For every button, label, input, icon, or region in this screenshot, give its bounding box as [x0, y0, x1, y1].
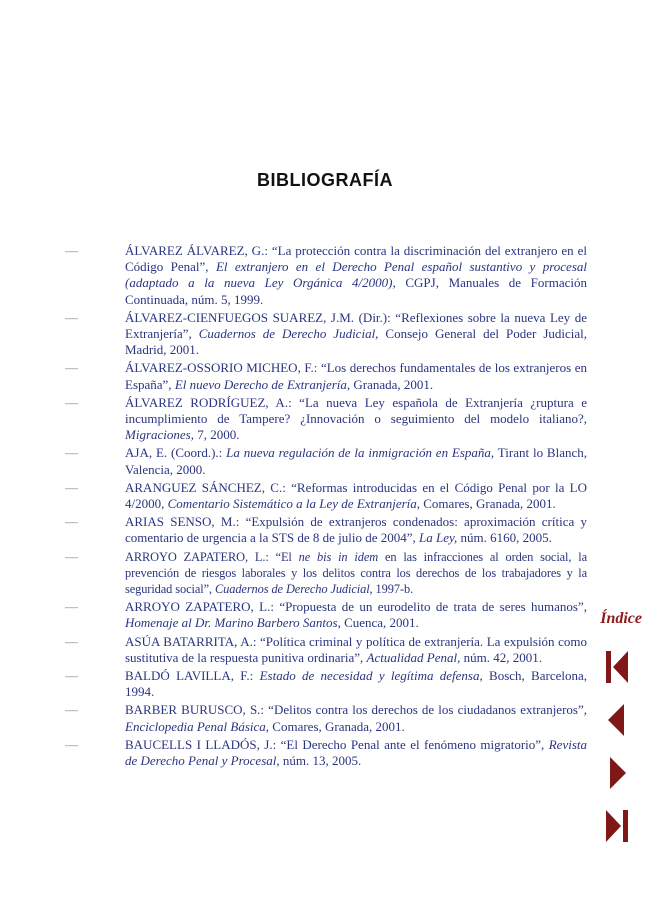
- entry-text: ÁLVAREZ-OSSORIO MICHEO, F.: “Los derechos fundamentales de los extranjeros en España”, El nuevo Derecho de Extranjería, Granada, 2001.: [125, 360, 587, 392]
- entry-text: ARANGUEZ SÁNCHEZ, C.: “Reformas introducidas en el Código Penal por la LO 4/2000, Comentario Sistemático a la Ley de Extranjería, Comares, Granada, 2001.: [125, 479, 587, 512]
- entry-dash: —: [65, 479, 78, 495]
- entry-text: ÁLVAREZ RODRÍGUEZ, A.: “La nueva Ley española de Extranjería ¿ruptura e incumplimiento de Tampere? ¿Innovación o seguimiento del modelo italiano?, Migraciones, 7, 2000.: [125, 394, 587, 443]
- entry-text: AJA, E. (Coord.).: La nueva regulación de la inmigración en España, Tirant lo Blanch, Valencia, 2000.: [125, 445, 587, 477]
- bibliography-entry: [65, 634, 587, 666]
- entry-dash: —: [65, 243, 78, 258]
- entry-text: ÁLVAREZ ÁLVAREZ, G.: “La protección contra la discriminación del extranjero en el Código Penal”, El extranjero en el Derecho Penal español sustantivo y procesal (adaptado a la nueva Ley Orgánica 4/2000), CGPJ, Manuales de Formación Continuada, núm. 5, 1999.: [125, 243, 587, 307]
- bibliography-entry: [65, 310, 587, 359]
- previous-page-icon[interactable]: [606, 703, 628, 737]
- entry-dash: —: [65, 668, 78, 684]
- entry-dash: —: [65, 360, 78, 376]
- entry-dash: —: [65, 309, 78, 325]
- page-title: BIBLIOGRAFÍA: [257, 170, 393, 190]
- entry-text: ARROYO ZAPATERO, L.: “Propuesta de un eurodelito de trata de seres humanos”, Homenaje al Dr. Marino Barbero Santos, Cuenca, 2001.: [125, 599, 587, 631]
- entry-dash: —: [65, 599, 78, 615]
- entry-dash: —: [65, 514, 78, 530]
- entry-text: ÁLVAREZ-CIENFUEGOS SUAREZ, J.M. (Dir.): “Reflexiones sobre la nueva Ley de Extranjería”, Cuadernos de Derecho Judicial, Consejo General del Poder Judicial, Madrid, 2001.: [125, 309, 587, 358]
- next-page-icon[interactable]: [606, 756, 628, 790]
- entry-dash: —: [65, 445, 78, 461]
- bibliography-entry: [65, 514, 587, 546]
- entry-text: ASÚA BATARRITA, A.: “Política criminal y política de extranjería. La expulsión como sustitutiva de la respuesta punitiva ordinaria”, Actualidad Penal, núm. 42, 2001.: [125, 633, 587, 665]
- last-page-icon[interactable]: [606, 809, 628, 843]
- entry-dash: —: [65, 736, 78, 752]
- entry-text: BARBER BURUSCO, S.: “Delitos contra los derechos de los ciudadanos extranjeros”, Enciclopedia Penal Básica, Comares, Granada, 2001.: [125, 702, 587, 734]
- bibliography-entry: [65, 395, 587, 444]
- entry-text: ARIAS SENSO, M.: “Expulsión de extranjeros condenados: aproximación crítica y comentario de urgencia a la STS de 8 de julio de 2004”, La Ley, núm. 6160, 2005.: [125, 514, 587, 546]
- bibliography-entry: [65, 737, 587, 769]
- bibliography-entry: [65, 480, 587, 512]
- bibliography-entry: [65, 445, 587, 477]
- bibliography-entry: [65, 243, 587, 308]
- index-link[interactable]: Índice: [600, 610, 642, 627]
- bibliography-entry: [65, 599, 587, 631]
- entry-text: BAUCELLS I LLADÓS, J.: “El Derecho Penal ante el fenómeno migratorio”, Revista de Derecho Penal y Procesal, núm. 13, 2005.: [125, 736, 587, 769]
- entry-dash: —: [65, 394, 78, 410]
- first-page-icon[interactable]: [606, 650, 628, 684]
- bibliography-entry: [65, 668, 587, 700]
- bibliography-entry: [65, 549, 587, 598]
- bibliography-entry: [65, 702, 587, 734]
- bibliography-entry: [65, 360, 587, 392]
- entry-dash: —: [65, 702, 78, 718]
- entry-dash: —: [65, 548, 78, 564]
- entry-text: BALDÓ LAVILLA, F.: Estado de necesidad y legítima defensa, Bosch, Barcelona, 1994.: [125, 668, 588, 700]
- entry-dash: —: [65, 633, 78, 649]
- entry-text: ARROYO ZAPATERO, L.: “El ne bis in idem en las infracciones al orden social, la prevención de riesgos laborales y los delitos contra los derechos de los trabajadores y la seguridad social”, Cuadernos de Derecho Judicial, 1997-b.: [125, 549, 588, 597]
- bibliography-list: [65, 243, 587, 771]
